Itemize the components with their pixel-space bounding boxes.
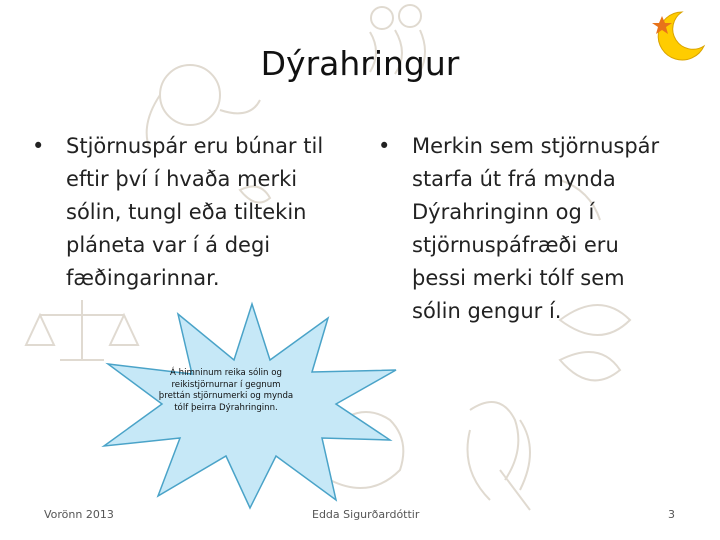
callout-line: þrettán stjörnumerki og mynda <box>158 391 294 401</box>
callout-text <box>140 368 312 414</box>
right-bullet-text <box>412 130 708 328</box>
text-line: pláneta var í á degi <box>66 233 271 257</box>
text-line: Merkin sem stjörnuspár <box>412 134 660 158</box>
text-line: stjörnuspáfræði eru <box>412 233 619 257</box>
bullet-symbol: • <box>32 134 45 158</box>
text-line: starfa út frá mynda <box>412 167 616 191</box>
text-line: Stjörnuspár eru búnar til <box>66 134 324 158</box>
footer-author: Edda Sigurðardóttir <box>312 508 420 521</box>
text-line: eftir því í hvaða merki <box>66 167 298 191</box>
text-line: sólin gengur í. <box>412 299 562 323</box>
right-bullet <box>378 130 708 328</box>
slide-number: 3 <box>668 508 675 521</box>
text-line: sólin, tungl eða tiltekin <box>66 200 307 224</box>
callout-line: Á himninum reika sólin og <box>170 368 282 378</box>
slide-title: Dýrahringur <box>260 44 460 83</box>
text-line: þessi merki tólf sem <box>412 266 625 290</box>
text-line: Dýrahringinn og í <box>412 200 595 224</box>
left-bullet <box>32 130 362 295</box>
footer-date: Vorönn 2013 <box>44 508 114 521</box>
callout-line: reikistjörnurnar í gegnum <box>171 379 281 390</box>
text-line: fæðingarinnar. <box>66 266 220 290</box>
callout-line: tólf þeirra Dýrahringinn. <box>174 402 278 413</box>
left-bullet-text <box>66 130 362 295</box>
bullet-symbol: • <box>378 134 391 158</box>
